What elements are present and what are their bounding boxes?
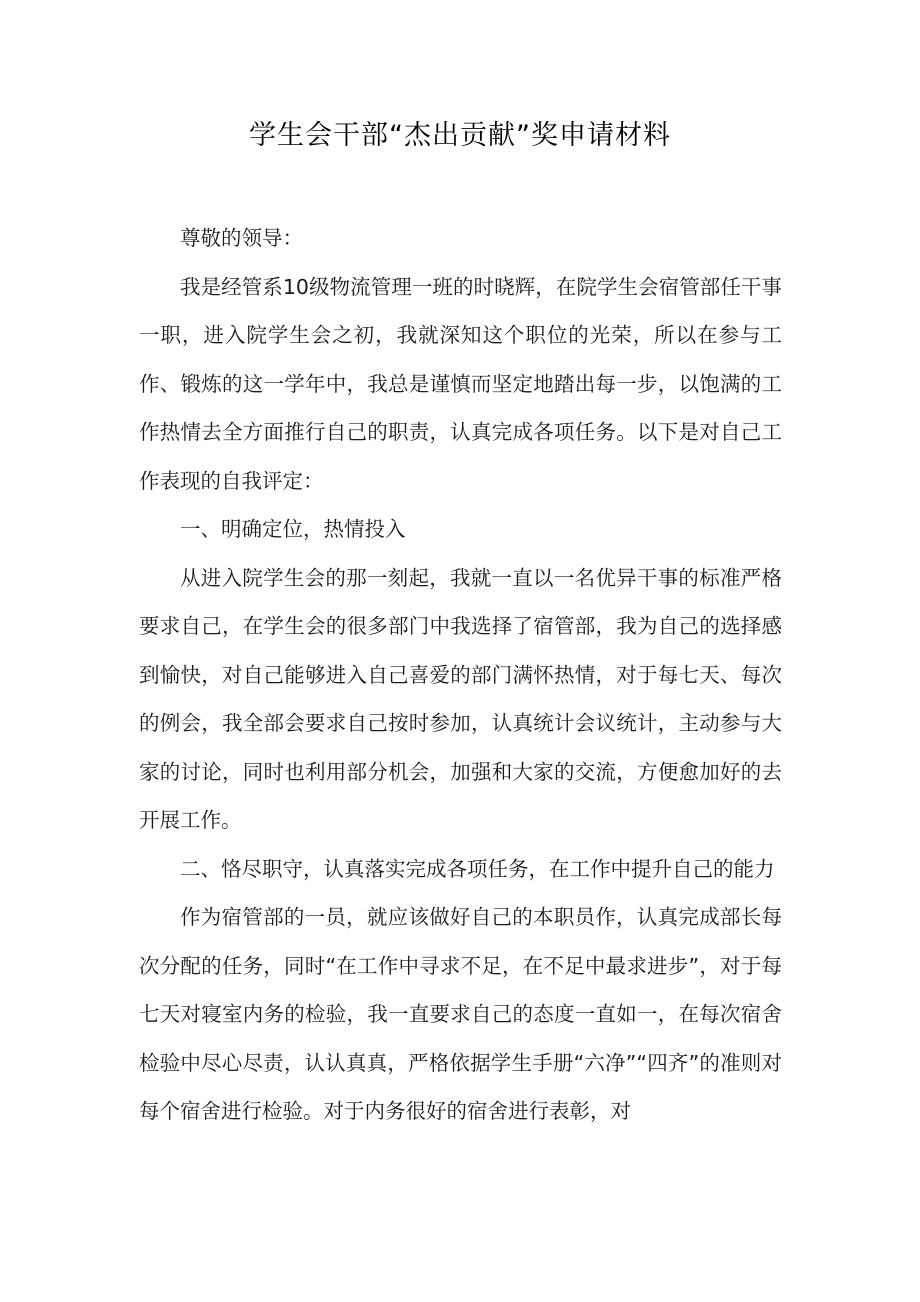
document-title: 学生会干部“杰出贡献”奖申请材料 [249,120,671,151]
intro-paragraph: 我是经管系10级物流管理一班的时晓辉，在院学生会宿管部任干事一职，进入院学生会之初，我就深知这个职位的光荣，所以在参与工作、锻炼的这一学年中，我总是谨慎而坚定地踏出每一步，以饱满的工作热情去全方面推行自己的职责，认真完成各项任务。以下是对自己工作表现的自我评定： [139,274,782,493]
section-1-paragraph: 从进入院学生会的那一刻起，我就一直以一名优异干事的标准严格要求自己，在学生会的很多部门中我选择了宿管部，我为自己的选择感到愉快，对自己能够进入自己喜爱的部门满怀热情，对于每七天、每次的例会，我全部会要求自己按时参加，认真统计会议统计，主动参与大家的讨论，同时也利用部分机会，加强和大家的交流，方便愈加好的去开展工作。 [139,565,782,832]
section-heading-2: 二、恪尽职守，认真落实完成各项任务，在工作中提升自己的能力 [180,856,775,881]
salutation: 尊敬的领导： [180,226,303,250]
section-2-paragraph: 作为宿管部的一员，就应该做好自己的本职员作，认真完成部长每次分配的任务，同时“在工作中寻求不足，在不足中最求进步”，对于每七天对寝室内务的检验，我一直要求自己的态度一直如一，在每次宿舍检验中尽心尽责，认认真真，严格依据学生手册“六净”“四齐”的准则对每个宿舍进行检验。对于内务很好的宿舍进行表彰，对 [139,905,782,1123]
document-body [139,214,782,1136]
section-heading-1: 一、明确定位，热情投入 [180,517,406,541]
